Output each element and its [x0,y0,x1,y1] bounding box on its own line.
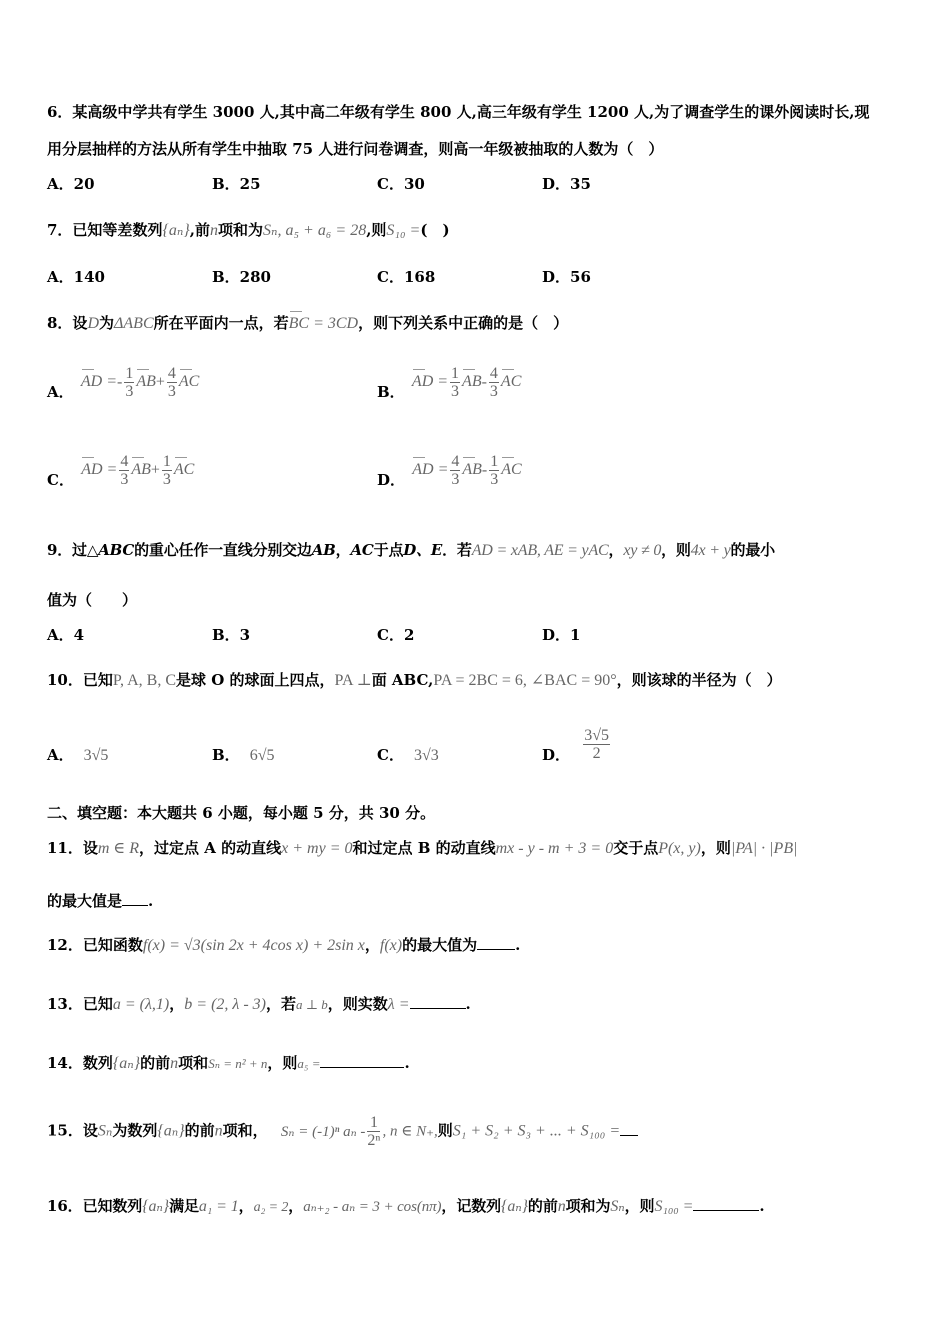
q7-prefix: 7．已知等差数列 [47,221,163,239]
q16-text: ，记数列 [441,1197,502,1215]
vector-ac: AC [501,461,522,478]
q9-triangle: ABC [98,541,135,559]
q9-side-ab: AB [311,541,336,559]
q13-lambda: λ = [387,996,410,1013]
q9-points: D、E [403,541,443,559]
q11-line-eq-2: mx - y - m + 3 = 0 [495,840,614,857]
q10-line [47,670,782,691]
q10-text: ，则该球的半径为（ ） [616,671,782,689]
q13-vector-b: b = (2, λ - 3) [184,996,266,1013]
option-value: 6√5 [249,747,275,764]
q16-text: ， [238,1197,254,1215]
q7-line [47,220,450,241]
fraction: $\frac{4}{3}$ [489,364,498,400]
option-label: A． [47,746,74,764]
q10-option-c [377,745,439,766]
q15-sequence: {aₙ} [157,1122,185,1140]
q10-text: 面 ABC, [371,671,434,689]
option-label: C． [377,746,404,764]
q14-n: n [170,1055,179,1072]
q9-option-a: A．4 [47,626,85,644]
option-value: 3√5 [83,747,109,764]
q11-text: 和过定点 B 的动直线 [352,839,496,857]
q7-sequence: {aₙ} [162,222,190,239]
vector-ad: AD = [81,461,118,478]
q16-period: . [759,1197,765,1215]
q12-text: 的最大值为 [402,936,478,954]
section-heading [47,803,435,823]
q16-line [47,1195,764,1218]
q8-text: 为 [99,314,115,332]
plus-sign: + [155,373,165,390]
q16-text: ，则 [624,1197,655,1215]
vector-ad: AD = [411,373,449,390]
q11-text: ，过定点 A 的动直线 [139,839,282,857]
q9-side-ac: AC [350,541,374,559]
q6-line2 [47,139,663,159]
q11-m: m ∈ R [97,840,140,857]
vector-ab: AB [136,373,156,390]
q15-text: 为数列 [112,1121,158,1140]
fraction: $\frac{3√5}{2}$ [584,726,610,762]
q13-perp: a ⊥ b [296,997,328,1012]
q7-option-a: A．140 [47,268,105,286]
answer-blank[interactable] [693,1195,759,1211]
q9-expression: 4x + y [690,542,731,559]
q8-text: ，则下列关系中正确的是（ ） [358,314,569,332]
fraction: $\frac{1}{3}$ [125,364,134,400]
q6-line1 [47,102,869,122]
q9-text-2: 值为（ ） [47,591,138,609]
vector-ad: AD = [80,373,117,390]
q9-text: ， [335,541,351,559]
q6-option-c: C．30 [377,175,425,193]
q8-line [47,313,568,334]
q10-condition: PA = 2BC = 6, ∠BAC = 90° [433,672,617,689]
fraction: $\frac{1}{3}$ [490,452,499,488]
q11-prefix: 11．设 [47,839,98,857]
q8-option-b [377,362,521,402]
q6-option-a: A．20 [47,175,95,193]
q9-condition-3: xy ≠ 0 [623,542,662,559]
q13-prefix: 13．已知 [47,995,113,1013]
fraction: $\frac{4}{3}$ [451,452,460,488]
q15-text: 则 [437,1121,453,1140]
vector-ac: AC [500,373,522,390]
q11-point: P(x, y) [658,840,701,857]
answer-blank[interactable] [320,1052,404,1068]
q16-text: 满足 [169,1197,199,1215]
q15-n: n [214,1122,223,1140]
fraction: $\frac{1}{\text{2ⁿ}}$ [367,1114,381,1149]
q10-text: 是球 O 的球面上四点， [176,671,335,689]
q16-sequence-2: {aₙ} [501,1198,528,1215]
q16-text: 项和为 [565,1197,611,1215]
q15-line [47,1114,638,1149]
q12-line: 12．已知函数f(x) = √3(sin 2x + 4cos x) + 2sin x，f(x)的最大值为 . [47,936,521,954]
q7-option-d: D．56 [542,268,591,286]
q16-recurrence: aₙ₊₂ - aₙ = 3 + cos(nπ) [303,1199,442,1215]
q12-prefix: 12．已知函数 [47,936,143,954]
q8-prefix: 8．设 [47,314,88,332]
q9-line2 [47,590,137,610]
option-label: A． [47,383,74,401]
q6-option-b: B．25 [212,175,261,193]
q11-expression: |PA| · |PB| [730,840,798,857]
q14-sn: Sₙ = n² + n [208,1056,268,1071]
q7-text: ,则 [366,221,387,239]
q14-prefix: 14．数列 [47,1054,113,1072]
vector-ac: AC [173,461,195,478]
q8-point-d: D [87,315,99,332]
q10-prefix: 10．已知 [47,671,113,689]
q9-option-c: C．2 [377,626,415,644]
q11-line-eq-1: x + my = 0 [281,840,353,857]
q9-text: ， [608,541,624,559]
q7-option-b: B．280 [212,268,271,286]
q7-condition: , a₅ + a₆ = 28 [277,222,367,239]
q13-text: ，若 [266,995,297,1013]
q16-prefix: 16．已知数列 [47,1197,143,1215]
q12-text: ， [364,936,380,954]
minus-sign: - [117,373,123,390]
q16-n: n [557,1198,566,1215]
q9-text: ．若 [442,541,472,559]
q10-option-a [47,745,108,766]
q15-equation: Sₙ = (-1)ⁿ aₙ - [280,1123,366,1140]
q15-text: 的前 [184,1121,215,1140]
q8-triangle: ΔABC [114,315,154,332]
q16-a1: a₁ = 1 [198,1198,239,1215]
q6-text-2: 用分层抽样的方法从所有学生中抽取 75 人进行问卷调查，则高一年级被抽取的人数为（ ） [47,140,664,158]
q14-line [47,1052,410,1074]
q13-period: . [465,995,471,1013]
q11-text-2: 的最大值是 [47,892,123,910]
fraction: $\frac{1}{3}$ [451,364,460,400]
q9-text: 的最小 [730,541,775,559]
q12-function: f(x) = √3(sin 2x + 4cos x) + 2sin x [142,937,365,954]
answer-blank[interactable] [477,934,515,950]
q6-text-1: 6．某高级中学共有学生 3000 人,其中高二年级有学生 800 人,高三年级有学生 1200 人,为了调查学生的课外阅读时长,现 [47,103,870,121]
q10-perp: PA ⊥ [334,672,372,689]
q14-text: ，则 [267,1054,298,1072]
q9-text: 于点 [373,541,404,559]
answer-blank[interactable] [410,993,466,1009]
vector-ad: AD = [412,461,449,478]
q14-a5: a₅ = [297,1056,321,1071]
q11-line1 [47,838,797,859]
q8-option-c [47,450,194,490]
q8-option-d [377,450,522,490]
option-label: D． [377,471,406,489]
vector-ab: AB [462,461,482,478]
q11-text: 交于点 [613,839,659,857]
q14-period: . [404,1054,410,1072]
q9-text: ，则 [661,541,691,559]
q15-prefix: 15．设 [47,1121,98,1140]
q8-text: 所在平面内一点，若 [153,314,289,332]
q7-option-c: C．168 [377,268,436,286]
q9-option-b: B．3 [212,626,251,644]
q11-text: ，则 [700,839,731,857]
q16-sequence: {aₙ} [142,1198,170,1215]
vector-ab: AB [462,373,482,390]
minus-sign: - [481,461,488,478]
q12-fx: f(x) [379,937,403,954]
option-label: C． [47,471,74,489]
fraction: $\frac{1}{3}$ [162,452,171,488]
q16-s100: S₁₀₀ = [654,1198,694,1215]
fraction: $\frac{4}{3}$ [120,452,129,488]
option-value: 3√3 [413,747,439,764]
minus-sign: - [481,373,487,390]
vector-ab: AB [131,461,151,478]
q10-option-d [542,723,612,765]
q13-text: ， [169,995,185,1013]
q15-text: 项和， [222,1121,268,1140]
q7-text: ,前 [189,221,210,239]
q16-sn: Sₙ [610,1198,625,1215]
q15-sn: Sₙ [97,1122,113,1140]
q16-a2: a₂ = 2 [253,1200,289,1215]
q8-option-a [47,362,199,402]
q13-line [47,993,471,1015]
q7-sn: Sₙ [262,222,278,239]
q13-vector-a: a = (λ,1) [112,996,170,1013]
option-label: B． [212,746,240,764]
q15-domain: , n ∈ N₊, [382,1123,438,1140]
fraction: $\frac{4}{3}$ [167,364,176,400]
q7-text: 项和为 [217,221,263,239]
q16-text: 的前 [527,1197,558,1215]
q9-option-d: D．1 [542,626,581,644]
plus-sign: + [150,461,160,478]
q9-text: 的重心任作一直线分别交边 [134,541,312,559]
vector-ac: AC [178,373,200,390]
q7-s10: S₁₀ = [386,222,421,239]
q8-condition: BC = 3CD [288,315,359,332]
q11-line2: 的最大值是 . [47,892,154,910]
q14-sequence: {aₙ} [112,1055,141,1072]
q9-prefix: 9．过△ [47,541,99,559]
q9-condition-2: , AE = yAC [536,542,609,559]
answer-blank[interactable] [620,1120,638,1136]
q14-text: 项和 [178,1054,209,1072]
q14-text: 的前 [140,1054,171,1072]
q10-option-b [212,745,274,766]
answer-blank[interactable] [122,890,148,906]
q10-points: P, A, B, C [112,672,177,689]
option-label: B． [377,383,405,401]
q6-option-d: D．35 [542,175,591,193]
q7-paren: ( ) [420,221,450,239]
option-label: D． [542,746,571,764]
section-title: 二、填空题：本大题共 6 小题，每小题 5 分，共 30 分。 [47,804,436,822]
q7-n: n [209,222,218,239]
q16-text: ， [288,1197,304,1215]
q13-text: ，则实数 [327,995,388,1013]
q9-condition-1: AD = xAB [471,542,537,559]
q15-sum: S₁ + S₂ + S₃ + ... + S₁₀₀ = [452,1122,621,1140]
q9-line1 [47,540,775,561]
